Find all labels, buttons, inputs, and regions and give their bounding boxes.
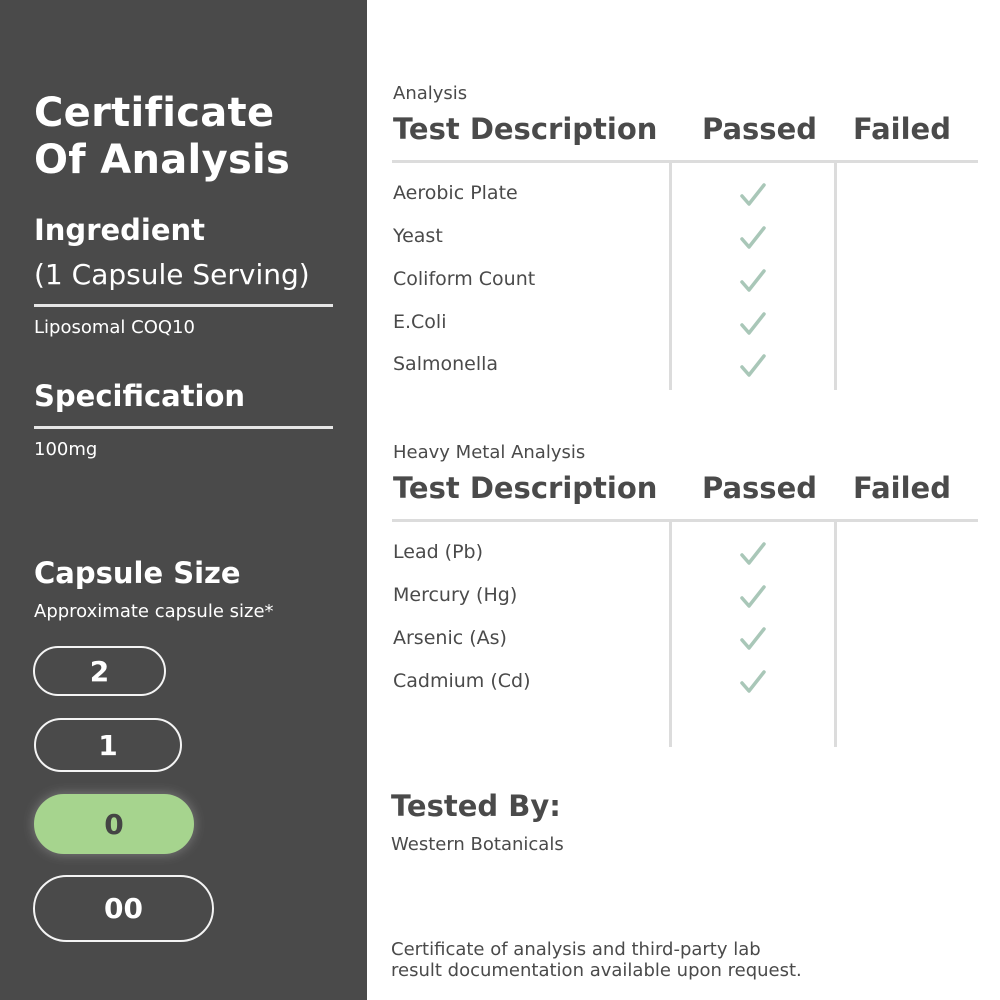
capsule-size-note: Approximate capsule size* bbox=[34, 601, 274, 622]
right-panel bbox=[367, 0, 1000, 1000]
analysis-section-label: Analysis bbox=[393, 83, 468, 104]
analysis-header-description: Test Description bbox=[393, 112, 658, 146]
heavy-column-divider-1 bbox=[669, 521, 672, 747]
analysis-row-label: Coliform Count bbox=[393, 268, 536, 290]
ingredient-label: Ingredient bbox=[34, 213, 206, 247]
check-icon bbox=[739, 668, 767, 696]
title-line-1: Certificate bbox=[34, 90, 275, 136]
capsule-size-1: 1 bbox=[34, 718, 182, 772]
analysis-header-failed: Failed bbox=[853, 112, 951, 146]
analysis-row-label: Salmonella bbox=[393, 353, 499, 375]
specification-label: Specification bbox=[34, 379, 246, 413]
analysis-row-label: Aerobic Plate bbox=[393, 182, 518, 204]
heavy-row-label: Lead (Pb) bbox=[393, 541, 484, 563]
tested-by-value: Western Botanicals bbox=[391, 834, 564, 855]
analysis-header-passed: Passed bbox=[702, 112, 817, 146]
capsule-size-00: 00 bbox=[33, 875, 214, 942]
heavy-header-divider bbox=[392, 519, 978, 522]
check-icon bbox=[739, 181, 767, 209]
check-icon bbox=[739, 352, 767, 380]
check-icon bbox=[739, 625, 767, 653]
analysis-row-label: E.Coli bbox=[393, 311, 447, 333]
check-icon bbox=[739, 540, 767, 568]
ingredient-serving-label: (1 Capsule Serving) bbox=[34, 258, 310, 291]
check-icon bbox=[739, 224, 767, 252]
specification-value: 100mg bbox=[34, 439, 98, 460]
heavy-header-description: Test Description bbox=[393, 471, 658, 505]
analysis-column-divider-2 bbox=[834, 162, 837, 390]
left-panel bbox=[0, 0, 367, 1000]
ingredient-value: Liposomal COQ10 bbox=[34, 317, 195, 338]
heavy-header-passed: Passed bbox=[702, 471, 817, 505]
check-icon bbox=[739, 583, 767, 611]
specification-divider bbox=[34, 426, 333, 429]
ingredient-divider bbox=[34, 304, 333, 307]
heavy-row-label: Mercury (Hg) bbox=[393, 584, 518, 606]
heavy-header-failed: Failed bbox=[853, 471, 951, 505]
analysis-row-label: Yeast bbox=[393, 225, 443, 247]
footer-line-2: result documentation available upon request. bbox=[391, 960, 802, 981]
tested-by-label: Tested By: bbox=[391, 789, 561, 823]
capsule-size-0-selected: 0 bbox=[34, 794, 194, 854]
footer-note bbox=[391, 939, 802, 981]
page-title bbox=[34, 90, 290, 184]
check-icon bbox=[739, 310, 767, 338]
check-icon bbox=[739, 267, 767, 295]
heavy-column-divider-2 bbox=[834, 521, 837, 747]
footer-line-1: Certificate of analysis and third-party lab bbox=[391, 939, 761, 960]
capsule-size-label: Capsule Size bbox=[34, 556, 241, 590]
analysis-column-divider-1 bbox=[669, 162, 672, 390]
analysis-header-divider bbox=[392, 160, 978, 163]
capsule-size-2: 2 bbox=[33, 646, 166, 696]
title-line-2: Of Analysis bbox=[34, 137, 291, 183]
heavy-row-label: Cadmium (Cd) bbox=[393, 670, 531, 692]
heavy-metal-section-label: Heavy Metal Analysis bbox=[393, 442, 586, 463]
heavy-row-label: Arsenic (As) bbox=[393, 627, 507, 649]
